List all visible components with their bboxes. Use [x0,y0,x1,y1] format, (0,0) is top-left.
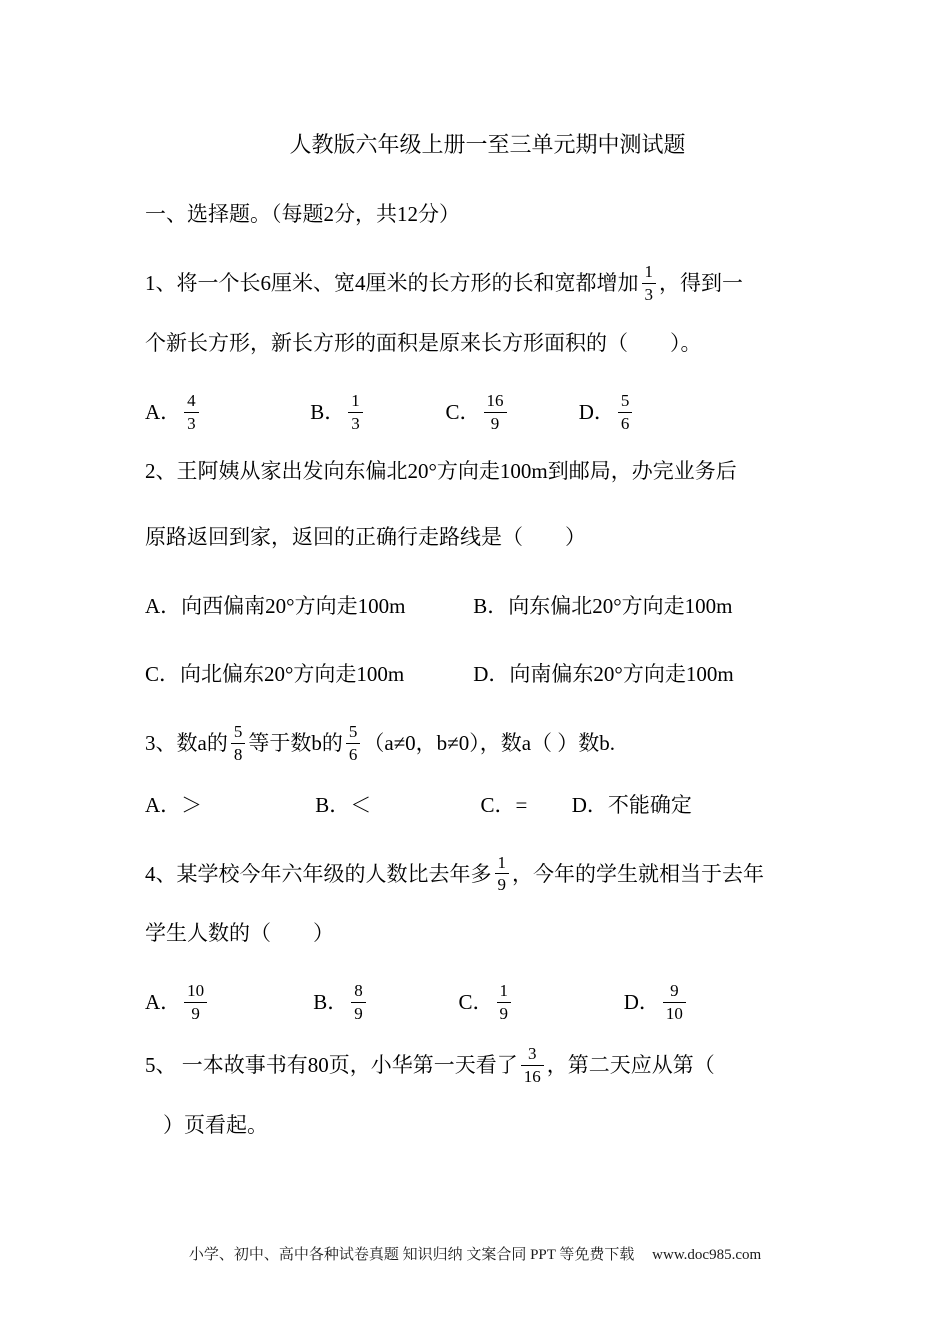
q1-option-d [578,390,636,435]
fraction-denominator: 16 [523,1066,541,1086]
fraction-denominator: 8 [233,744,243,764]
fraction-numerator: 1 [497,982,512,1003]
fraction-denominator: 6 [348,744,358,764]
option-label: B． [310,399,346,424]
q3-option-b: B．＜ [315,792,372,817]
question-2-options-row-2 [145,657,830,689]
question-2-line-2: 原路返回到家，返回的正确行走路线是（ ） [145,525,586,550]
fraction [231,723,246,764]
q2-option-c: C．向北偏东20°方向走100m [145,661,405,686]
fraction [497,982,512,1023]
footer-text: 小学、初中、高中各种试卷真题 知识归纳 文案合同 PPT 等免费下载 [188,1247,635,1263]
fraction-numerator: 9 [663,982,686,1003]
fraction-numerator: 5 [346,723,361,744]
q1-option-c [445,390,574,435]
q4-option-a [145,981,308,1025]
q3-option-d: D．不能确定 [571,792,692,817]
q2-option-b: B．向东偏北20°方向走100m [473,593,733,618]
fraction-denominator: 10 [665,1004,683,1024]
question-1-options-row [145,390,830,435]
fraction-numerator: 10 [184,982,207,1003]
question-2-options-row-1 [145,588,830,620]
fraction [521,1045,544,1086]
question-4-line-2: 学生人数的（ ） [145,921,334,946]
q5-text-post: ，第二天应从第（ [546,1053,715,1078]
option-label: C． [445,399,481,424]
page-footer [0,1243,950,1264]
fraction-denominator: 9 [490,413,500,433]
question-3-options-row [145,787,830,819]
q1-option-b [310,390,440,435]
fraction [348,392,363,433]
fraction-denominator: 3 [187,413,196,433]
fraction-numerator: 8 [351,982,366,1003]
fraction-denominator: 9 [497,875,506,895]
fraction [484,392,507,433]
fraction-numerator: 1 [348,392,363,413]
q5-text-pre: 5、 一本故事书有80页，小华第一天看了 [145,1053,518,1078]
question-5-line-1 [145,1044,830,1088]
q3-text-post: （a≠0，b≠0），数a（ ）数b. [363,730,616,755]
footer-url: www.doc985.com [652,1247,762,1263]
q3-option-a: A．＞ [145,792,203,817]
q2-option-d: D．向南偏东20°方向走100m [473,661,734,686]
q4-option-b [313,981,453,1025]
fraction-denominator: 3 [351,413,360,433]
question-4-line-1 [145,852,830,897]
fraction-denominator: 9 [499,1004,509,1024]
option-label: D． [623,990,660,1015]
q1-option-a [145,390,305,435]
fraction [184,392,199,433]
fraction-numerator: 5 [231,723,246,744]
section-heading: 一、选择题。（每题2分，共12分） [145,202,460,226]
option-label: C． [458,990,494,1015]
option-label: A． [145,990,182,1015]
fraction-denominator: 6 [620,413,630,433]
q3-text-mid: 等于数b的 [248,730,343,755]
fraction [346,723,361,764]
option-label: A． [145,399,182,424]
q1-text-pre: 1、将一个长6厘米、宽4厘米的长方形的长和宽都增加 [145,271,639,296]
fraction-denominator: 3 [644,284,653,304]
question-1-line-1 [145,262,830,306]
fraction-denominator: 9 [191,1004,200,1024]
fraction-numerator: 16 [484,392,507,413]
fraction-numerator: 1 [642,263,657,284]
question-4-options-row [145,981,830,1025]
option-label: D． [578,399,615,424]
fraction [351,982,366,1023]
fraction-numerator: 4 [184,392,199,413]
fraction-numerator: 5 [618,392,633,413]
fraction [642,263,657,304]
question-2-line-1: 2、王阿姨从家出发向东偏北20°方向走100m到邮局，办完业务后 [145,459,737,484]
q1-text-post: ，得到一 [659,271,743,296]
fraction-denominator: 9 [354,1004,363,1024]
q4-text-post: ，今年的学生就相当于去年 [512,861,764,886]
fraction [495,854,510,895]
q2-option-a: A．向西偏南20°方向走100m [145,593,406,618]
fraction-numerator: 3 [521,1045,544,1066]
q4-text-pre: 4、某学校今年六年级的人数比去年多 [145,861,492,886]
fraction-numerator: 1 [495,854,510,875]
question-5-line-2: ）页看起。 [163,1112,268,1137]
question-1-line-2: 个新长方形，新长方形的面积是原来长方形面积的（ ）。 [145,330,702,355]
q4-option-d [623,981,689,1025]
q4-option-c [458,981,619,1025]
q3-text-pre: 3、数a的 [145,730,228,755]
question-3-line-1 [145,721,830,766]
fraction [184,982,207,1023]
fraction [618,392,633,433]
fraction [663,982,686,1023]
q3-option-c: C．= [480,792,528,817]
option-label: B． [313,990,349,1015]
page-title: 人教版六年级上册一至三单元期中测试题 [289,132,686,157]
